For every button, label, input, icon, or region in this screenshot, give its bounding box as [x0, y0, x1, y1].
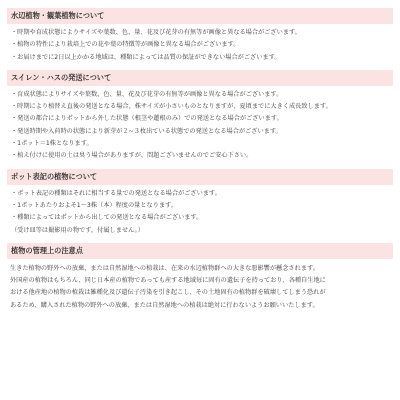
section-header-pot-labeled-plants: ポット表記の植物について: [7, 169, 393, 185]
section-header-plant-care-notes: 植物の管理上の注意点: [7, 243, 393, 259]
list-item: ・発送時期や入荷時の状態により新芽が２~３枚出ている状態での発送となる場合がございます。: [11, 127, 282, 135]
list-item: ・植え付けに使用の土は臭う場合がありますが、問題ございませんのでご安心下さい。: [11, 152, 253, 160]
list-item: ・ポット表記の種類はそれに相当する量での発送となる場合がございます。: [11, 189, 221, 197]
care-notes-paragraph: [10, 263, 392, 312]
paragraph-line: おける他産地の植物の植栽は雑種化及び遺伝子汚染を引き起こし、その土地固有の植物群を破壊してしまう恐れが: [10, 289, 326, 297]
list-item: ・時期により植替え直後の発送となる場合、株サイズが小さいものとなりますが、夏頃までに大きく成長致します。: [11, 103, 332, 111]
list-item: ・種類によってはポットから出しての発送となる場合がございます。: [11, 214, 203, 222]
list-item: ・植物の特性により栽培上での花や葉の特徴等が画像と異なる場合がございます。: [11, 41, 240, 49]
section-list-aquatic-plants: [11, 27, 390, 64]
list-item: ・1ポット＝1株となります。: [11, 140, 93, 148]
paragraph-line: 外国産の植物はもちろん、同じ日本産の植物であっても産する地域毎に固有の遺伝子を持っており、各種自生地に: [10, 277, 326, 285]
section-header-aquatic-plants: 水辺植物・観葉植物について: [7, 8, 393, 24]
section-list-waterlily-lotus-shipping: [11, 89, 390, 163]
list-item: （受け皿等は撮影用の物です。付属しません。）: [11, 226, 144, 234]
list-item: ・お届けまでに2日以上かかる地域は、種類によっては品質の保証ができない場合がございます。: [11, 53, 281, 61]
list-item: ・1ポットあたりおよそ1～3株（本）程度の量となります。: [11, 201, 177, 209]
paragraph-line: 生きた植物の野外への放棄、または自然湿地への植栽は、在来の水辺植物群への大きな悪影響が懸念されます。: [10, 264, 319, 272]
section-header-waterlily-lotus-shipping: スイレン・ハスの発送について: [7, 70, 393, 86]
list-item: ・発送の都合によりポットから外した状態（根茎や蓮根のみ）での発送となる場合がございます。: [11, 115, 283, 123]
list-item: ・時期や育成状態によりサイズや葉数、色、量、花及び花芽の有無等が画像と異なる場合がございます。: [11, 29, 301, 36]
paragraph-line: あるため、購入された植物の野外への放棄、または自然湿地への植栽は絶対に行わないようお願いいたします。: [10, 301, 319, 309]
section-list-pot-labeled-plants: [11, 188, 390, 237]
list-item: ・育成状態によりサイズや葉数、色、量、花及び花芽の有無等が画像と異なる場合がございます。: [11, 90, 283, 98]
